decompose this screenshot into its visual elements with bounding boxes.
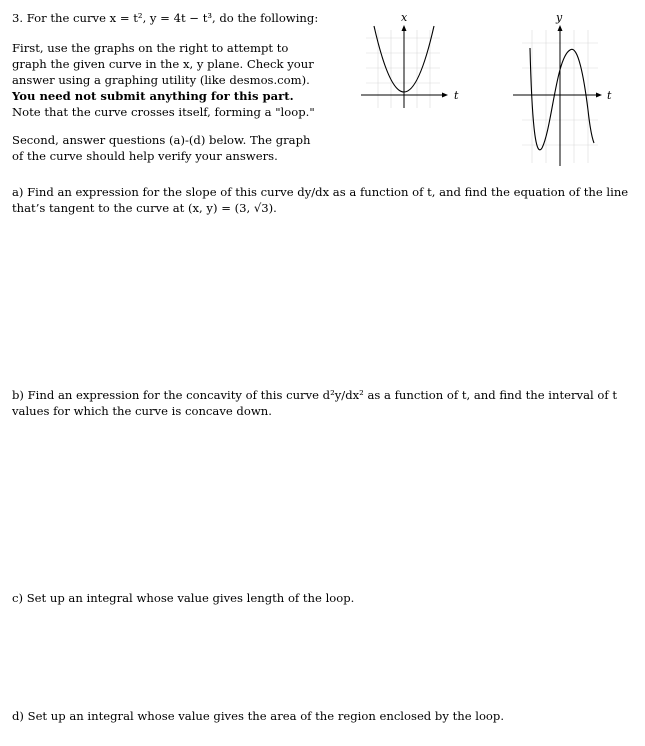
left-graph-x-arrow-icon — [402, 25, 407, 31]
left-graph-grid — [366, 30, 440, 108]
second-line-1: Second, answer questions (a)-(d) below. The graph — [12, 133, 311, 147]
question-d: d) Set up an integral whose value gives the area of the region enclosed by the loop. — [12, 709, 505, 723]
graph-x-vs-t — [358, 8, 468, 118]
question-b: b) Find an expression for the concavity of this curve d²y/dx² as a function of t, and find the interval of t values for which the curve is concave down. — [12, 388, 618, 418]
question-a: a) Find an expression for the slope of this curve dy/dx as a function of t, and find the equation of the line that’s tangent to the curve at (x, y) = (3, √3). — [12, 185, 629, 215]
second-line-2: of the curve should help verify your answers. — [12, 149, 278, 163]
left-graph-horizontal-label: t — [454, 89, 459, 102]
right-graph-t-arrow-icon — [596, 93, 602, 98]
question-c: c) Set up an integral whose value gives length of the loop. — [12, 591, 355, 605]
problem-header-text: 3. For the curve x = t², y = 4t − t³, do the following: — [12, 11, 319, 25]
right-graph-horizontal-label: t — [607, 89, 612, 102]
intro-line-3: answer using a graphing utility (like desmos.com). — [12, 73, 310, 87]
left-graph-vertical-label: x — [401, 11, 408, 24]
intro-line-1: First, use the graphs on the right to attempt to — [12, 41, 289, 55]
intro-line-5: Note that the curve crosses itself, forming a "loop." — [12, 105, 315, 119]
graph-y-vs-t — [508, 8, 628, 168]
intro-line-4-bold: You need not submit anything for this part. — [12, 89, 294, 103]
right-graph-cubic-curve — [530, 48, 594, 150]
left-graph-t-arrow-icon — [442, 93, 448, 98]
right-graph-vertical-label: y — [556, 11, 563, 24]
intro-line-2: graph the given curve in the x, y plane. Check your — [12, 57, 314, 71]
right-graph-y-arrow-icon — [558, 25, 563, 31]
problem-header — [12, 10, 318, 26]
